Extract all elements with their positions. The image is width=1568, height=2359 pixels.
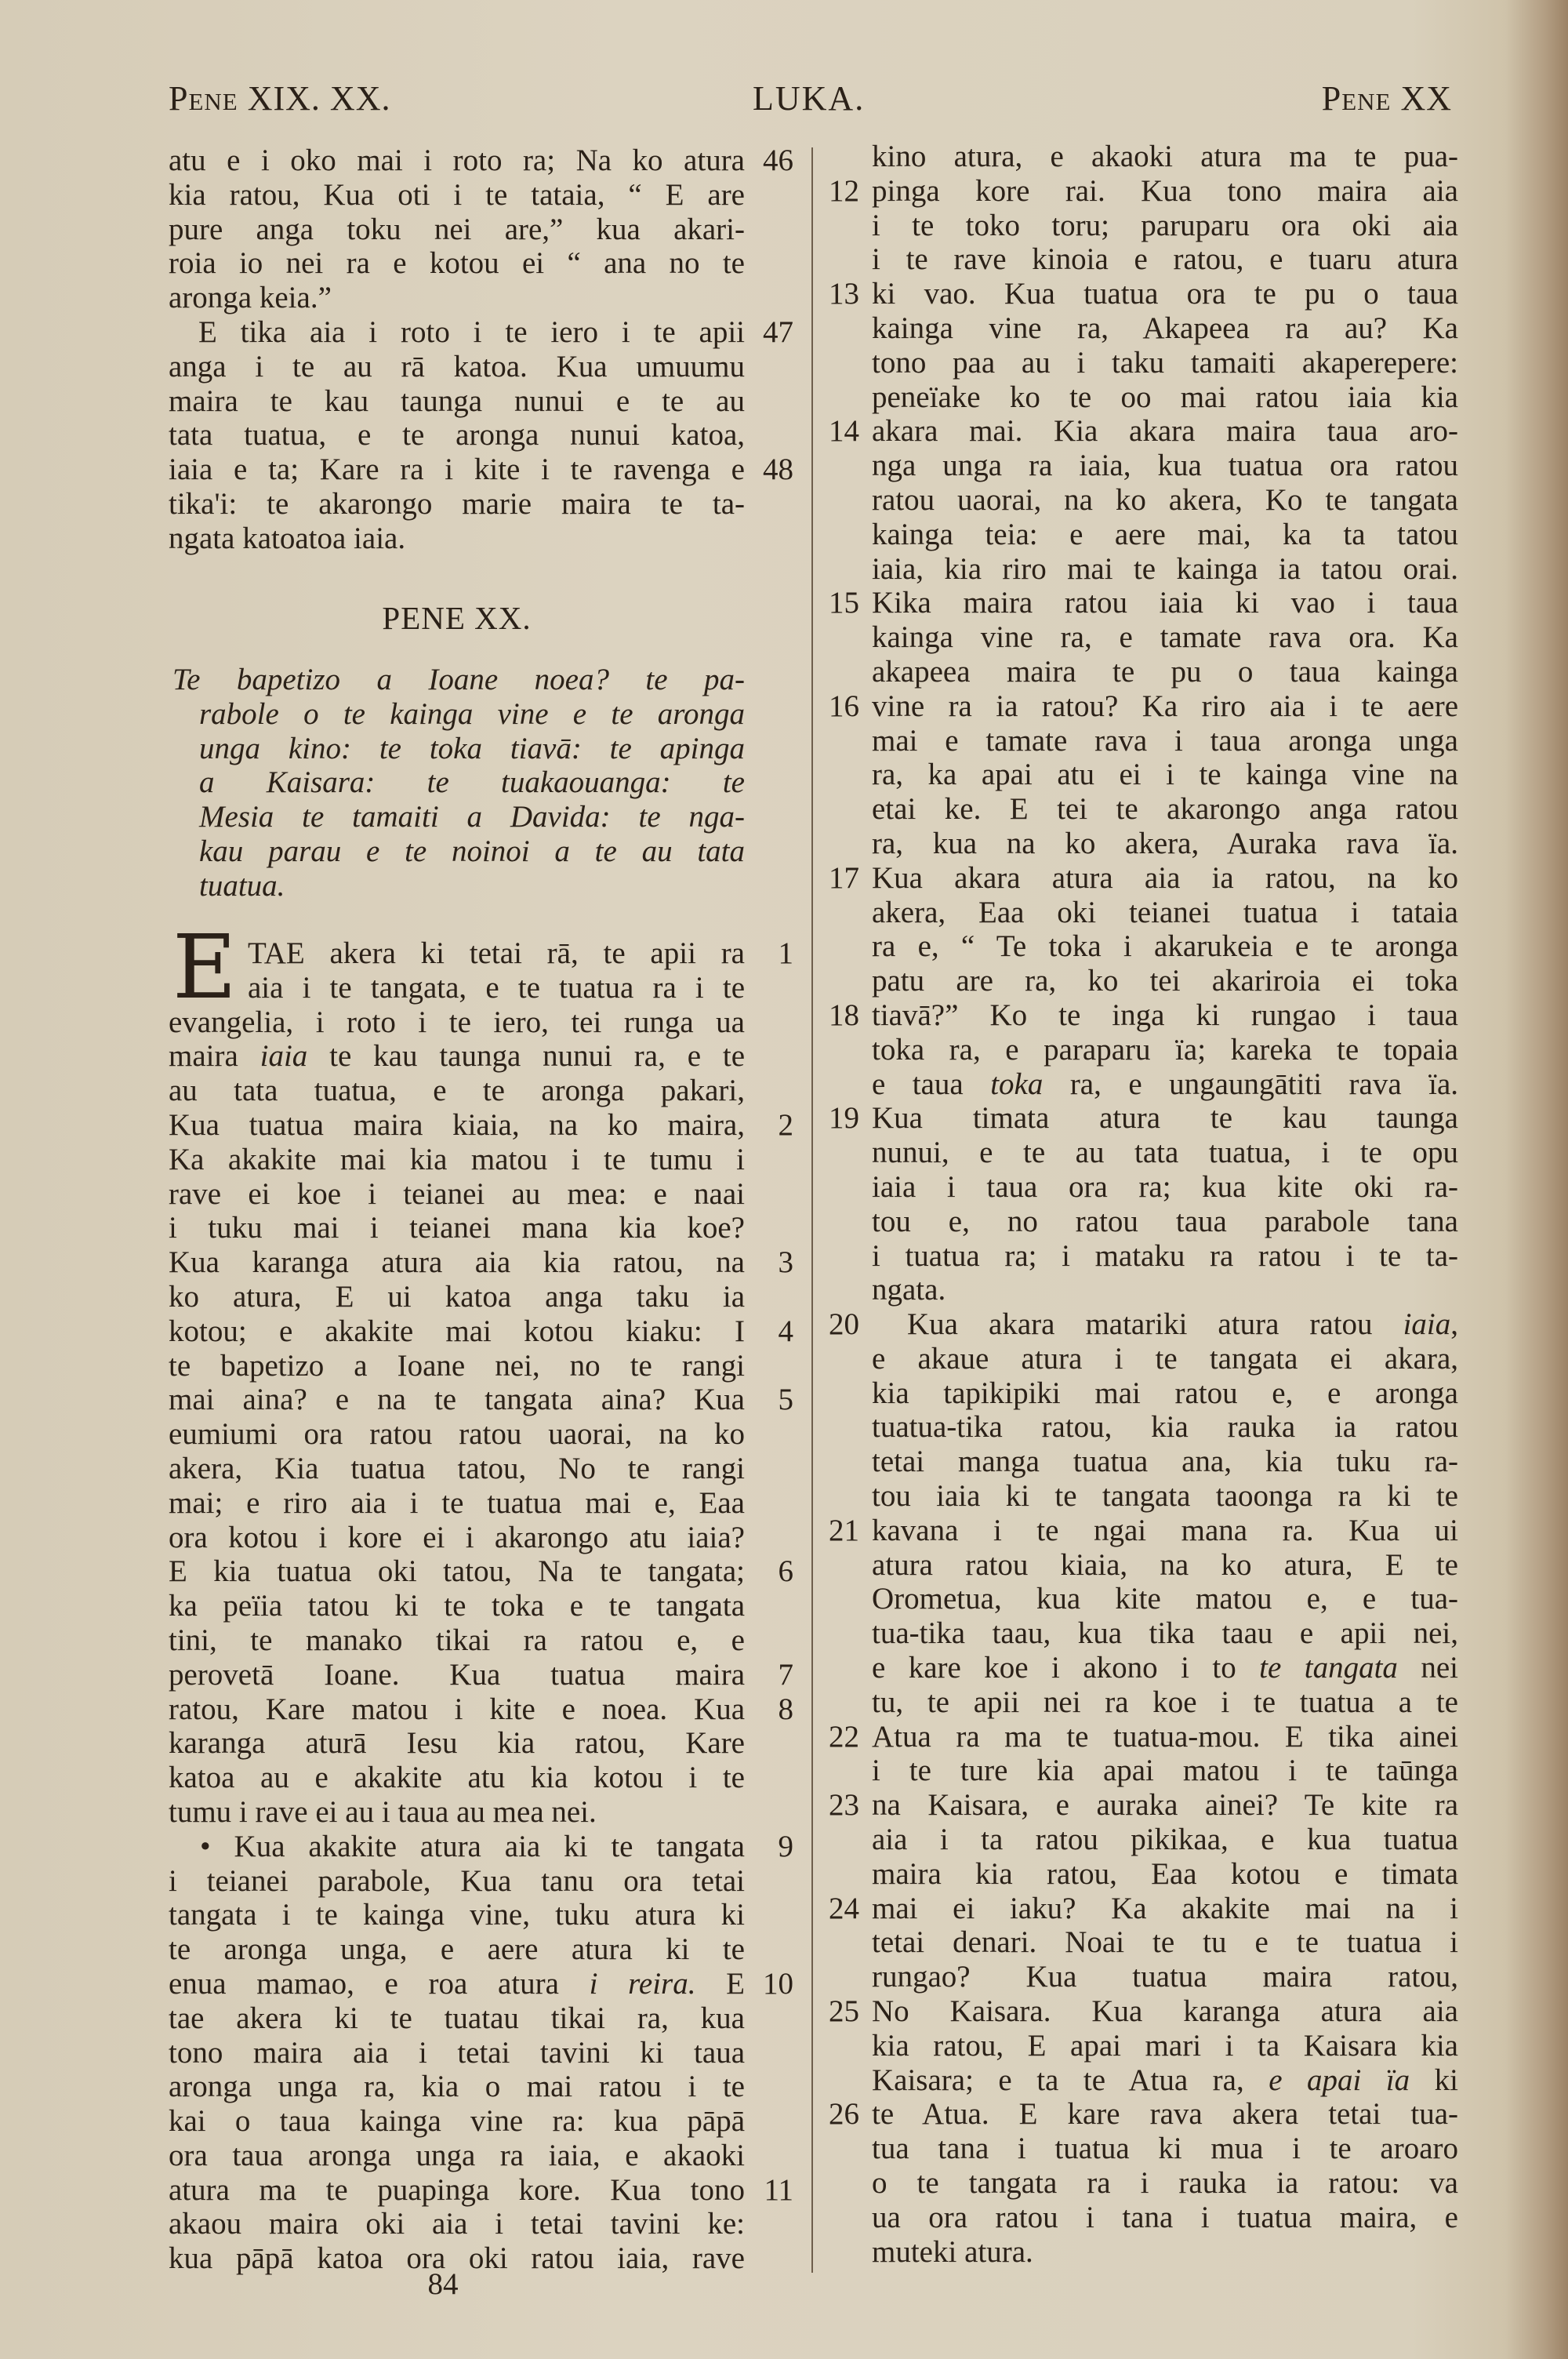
- text-segment: tini, te manako tikai ra ratou e, e: [169, 1623, 745, 1657]
- text-line: [829, 1307, 1458, 1342]
- running-header-chapters: Pene XIX. XX.: [169, 79, 391, 118]
- verse-number: 24: [829, 1891, 859, 1925]
- verse-number: 16: [829, 689, 859, 723]
- text-segment: Te bapetizo a Ioane noea? te pa-: [172, 663, 745, 696]
- text-line: [829, 1788, 1458, 1823]
- text-segment: tou iaia ki te tangata taoonga ra ki te: [872, 1479, 1458, 1514]
- text-segment: mai; e riro aia i te tuatua mai e, Eaa: [169, 1485, 745, 1520]
- text-segment: akera, Kia tuatua tatou, No te rangi: [169, 1451, 745, 1485]
- text-line: [872, 1616, 1458, 1651]
- text-segment: etai ke. E tei te akarongo anga ratou: [872, 792, 1458, 827]
- text-segment: kino atura, e akaoki atura ma te pua-: [872, 140, 1458, 173]
- italic-segment: te tangata: [1259, 1651, 1398, 1685]
- text-line: [169, 522, 745, 556]
- text-line: [872, 1445, 1458, 1479]
- text-segment: tuatua.: [199, 868, 285, 903]
- text-line: [169, 1005, 745, 1040]
- text-segment: kainga vine ra, Akapeea ra au? Ka: [872, 311, 1458, 345]
- text-segment: tetai denari. Noai te tu e te tuatua i: [872, 1925, 1458, 1960]
- text-line: [169, 1726, 745, 1761]
- text-segment: evangelia, i roto i te iero, tei runga ua: [169, 1005, 745, 1039]
- text-segment: mai ei iaku? Ka akakite mai na i: [872, 1891, 1458, 1925]
- text-segment: ,: [1450, 1307, 1458, 1342]
- text-segment: tono maira aia i tetai tavini ki taua: [169, 2035, 745, 2070]
- text-segment: kia tapikipiki mai ratou e, e aronga: [872, 1376, 1458, 1410]
- text-line: [872, 311, 1458, 346]
- text-segment: kotou; e akakite mai kotou kiaku: I: [169, 1314, 745, 1348]
- text-line: [169, 1349, 745, 1383]
- text-segment: tou e, no ratou taua parabole tana: [872, 1204, 1458, 1238]
- text-segment: nga unga ra iaia, kua tuatua ora ratou: [872, 449, 1458, 483]
- verse-number: 14: [829, 414, 859, 449]
- text-line: [872, 1960, 1458, 1994]
- text-line: [169, 1864, 745, 1899]
- text-segment: mai e tamate rava i taua aronga unga: [872, 723, 1458, 758]
- text-line: [169, 732, 745, 766]
- text-line: [872, 964, 1458, 998]
- text-segment: atura ma te puapinga kore. Kua tono: [169, 2172, 745, 2207]
- text-line: [872, 518, 1458, 552]
- text-line: [872, 1239, 1458, 1274]
- text-line: [169, 697, 745, 732]
- text-line: [169, 1417, 745, 1452]
- text-line: [872, 1685, 1458, 1720]
- text-line: [169, 1589, 745, 1623]
- text-segment: Kua tuatua maira kiaia, na ko maira,: [169, 1107, 745, 1142]
- verse-number: 17: [829, 860, 859, 895]
- verse-number: 23: [829, 1788, 859, 1823]
- text-segment: aia i ta ratou pikikaa, e kua tuatua: [872, 1823, 1458, 1857]
- text-segment: unga kino: te toka tiavā: te apinga: [199, 731, 745, 765]
- text-line: [169, 800, 745, 834]
- text-line: [169, 1039, 745, 1074]
- text-line: [872, 2132, 1458, 2166]
- verse-number: 3: [778, 1245, 793, 1280]
- text-segment: katoa au e akakite atu kia kotou i te: [169, 1761, 745, 1795]
- text-line: [169, 1107, 793, 1143]
- text-line: [169, 1383, 793, 1417]
- text-segment: atura ratou kiaia, na ko atura, E te: [872, 1547, 1458, 1582]
- text-segment: rabole o te kainga vine e te aronga: [199, 696, 745, 731]
- italic-segment: iaia: [1403, 1307, 1451, 1342]
- text-segment: te kau taunga nunui ra, e te: [307, 1039, 746, 1074]
- text-line: [169, 869, 745, 903]
- text-segment: tono paa au i taku tamaiti akaperepere:: [872, 345, 1458, 380]
- verse-number: 47: [763, 314, 793, 349]
- text-line: [169, 834, 745, 869]
- text-line: [872, 2201, 1458, 2235]
- text-line: [872, 2063, 1458, 2098]
- text-line: [169, 1692, 793, 1727]
- verse-number: 2: [778, 1107, 793, 1142]
- running-header-chapter: Pene XX: [1321, 79, 1452, 118]
- text-segment: ratou, Kare matou i kite e noea. Kua: [169, 1692, 745, 1726]
- text-segment: ora taua aronga unga ra iaia, e akaoki: [169, 2138, 745, 2172]
- text-line: [829, 1891, 1458, 1926]
- text-segment: kia ratou, Kua oti i te tataia, “ E are: [169, 177, 745, 212]
- text-segment: i te ture kia apai matou i te taūnga: [872, 1754, 1458, 1788]
- text-line: [169, 971, 745, 1005]
- text-line: [872, 1410, 1458, 1445]
- verse-number: 46: [763, 144, 793, 177]
- text-line: [169, 2070, 745, 2104]
- italic-segment: toka: [990, 1067, 1044, 1101]
- text-line: [169, 246, 745, 281]
- text-segment: ra, kua na ko akera, Auraka rava ïa.: [872, 826, 1458, 860]
- text-line: [169, 1143, 745, 1177]
- text-segment: maira te kau taunga nunui e te au: [169, 383, 745, 418]
- text-segment: ratou uaorai, na ko akera, Ko te tangata: [872, 482, 1458, 517]
- text-segment: kau parau e te noinoi a te au tata: [199, 834, 745, 868]
- chapter-19-ending: [169, 144, 793, 556]
- text-segment: iaia i taua ora ra; kua kite oki ra-: [872, 1169, 1458, 1204]
- text-segment: No Kaisara. Kua karanga atura aia: [872, 1994, 1458, 2029]
- text-line: [829, 1513, 1458, 1548]
- text-segment: Kua timata atura te kau taunga: [872, 1101, 1458, 1136]
- text-line: [872, 792, 1458, 827]
- text-line: [872, 449, 1458, 483]
- text-line: [872, 896, 1458, 930]
- text-line: [829, 1101, 1458, 1136]
- text-line: [169, 2036, 745, 2070]
- text-line: [872, 929, 1458, 964]
- text-line: [169, 663, 745, 697]
- text-segment: toka ra, e paraparu ïa; kareka te topaia: [872, 1032, 1458, 1067]
- text-segment: E: [695, 1966, 745, 2001]
- text-line: [169, 2207, 745, 2241]
- text-line: [169, 350, 745, 384]
- text-line: [169, 1486, 745, 1521]
- text-line: [872, 242, 1458, 277]
- text-segment: aia i te tangata, e te tuatua ra i te: [248, 970, 745, 1005]
- text-line: [169, 1898, 745, 1932]
- text-segment: kainga vine ra, e tamate rava ora. Ka: [872, 620, 1458, 655]
- text-line: [169, 1452, 745, 1486]
- text-segment: Kua akara matariki atura ratou: [907, 1307, 1403, 1342]
- italic-segment: iaia: [260, 1039, 308, 1074]
- text-segment: Kua karanga atura aia kia ratou, na: [169, 1245, 745, 1280]
- text-segment: Kika maira ratou iaia ki vao i taua: [872, 586, 1458, 620]
- text-line: [872, 2235, 1458, 2270]
- text-line: [169, 453, 793, 487]
- text-segment: akapeea maira te pu o taua kainga: [872, 654, 1458, 689]
- text-line: [872, 1136, 1458, 1170]
- text-line: [829, 414, 1458, 449]
- text-line: [829, 277, 1458, 311]
- verse-number: 11: [764, 2172, 793, 2207]
- text-segment: patu are ra, ko tei akariroia ei toka: [872, 964, 1458, 998]
- text-segment: pinga kore rai. Kua tono maira aia: [872, 173, 1458, 208]
- verse-number: 22: [829, 1719, 859, 1754]
- text-segment: tae akera ki te tuatau tikai ra, kua: [169, 2001, 745, 2035]
- text-segment: i teianei parabole, Kua tanu ora tetai: [169, 1863, 745, 1898]
- text-segment: e kare koe i akono i to: [872, 1651, 1260, 1685]
- text-segment: E tika aia i roto i te iero i te apii: [198, 314, 745, 349]
- text-line: [169, 1245, 793, 1280]
- verse-number: 19: [829, 1101, 859, 1136]
- text-segment: iaia, kia riro mai te kainga ia tatou orai.: [872, 551, 1458, 586]
- text-segment: atu e i oko mai i roto ra; Na ko atura: [169, 144, 745, 177]
- right-column: [829, 140, 1459, 2269]
- text-line: [872, 346, 1458, 380]
- text-segment: vine ra ia ratou? Ka riro aia i te aere: [872, 689, 1458, 723]
- verse-number: 9: [778, 1829, 793, 1863]
- text-segment: ngata katoatoa iaia.: [169, 521, 406, 555]
- text-line: [872, 2029, 1458, 2063]
- text-line: [169, 418, 745, 453]
- verse-number: 25: [829, 1994, 859, 2029]
- text-line: [872, 1582, 1458, 1616]
- text-segment: ki: [1410, 2063, 1458, 2097]
- text-line: [872, 1857, 1458, 1892]
- text-segment: kai o taua kainga vine ra: kua pāpā: [169, 2104, 745, 2139]
- text-segment: karanga aturā Iesu kia ratou, Kare: [169, 1726, 745, 1761]
- text-segment: na Kaisara, e auraka ainei? Te kite ra: [872, 1788, 1458, 1823]
- text-segment: perovetā Ioane. Kua tuatua maira: [169, 1657, 745, 1692]
- text-line: [872, 483, 1458, 518]
- text-line: [872, 724, 1458, 758]
- text-line: [872, 552, 1458, 587]
- text-segment: o te tangata ra i rauka ia ratou: va: [872, 2166, 1458, 2201]
- text-segment: E kia tuatua oki tatou, Na te tangata;: [169, 1554, 745, 1589]
- text-segment: Ka akakite mai kia matou i te tumu i: [169, 1142, 745, 1176]
- text-line: [829, 1994, 1458, 2029]
- verse-number: 48: [763, 453, 793, 487]
- verse-number: 13: [829, 277, 859, 311]
- text-segment: i tuku mai i teianei mana kia koe?: [169, 1211, 745, 1245]
- text-segment: ki vao. Kua tuatua ora te pu o taua: [872, 277, 1458, 311]
- text-line: [169, 281, 745, 315]
- text-segment: Atua ra ma te tuatua-mou. E tika ainei: [872, 1719, 1458, 1754]
- text-line: [169, 2001, 745, 2036]
- text-segment: e taua: [872, 1067, 991, 1101]
- text-line: [169, 1554, 793, 1589]
- text-line: [872, 1548, 1458, 1583]
- text-segment: tu, te apii nei ra koe i te tuatua a te: [872, 1685, 1458, 1719]
- text-segment: tumu i rave ei au i taua au mea nei.: [169, 1794, 597, 1829]
- text-segment: muteki atura.: [872, 2234, 1033, 2269]
- text-segment: i te rave kinoia e ratou, e tuaru atura: [872, 242, 1458, 277]
- text-line: [872, 1033, 1458, 1067]
- text-line: [872, 620, 1458, 655]
- text-line: [872, 1651, 1458, 1685]
- chapter-summary: [169, 663, 745, 903]
- text-segment: tua-tika taau, kua tika taau e apii nei,: [872, 1616, 1458, 1651]
- text-segment: mai aina? e na te tangata aina? Kua: [169, 1383, 745, 1417]
- text-line: [872, 380, 1458, 415]
- text-line: [169, 2172, 793, 2208]
- verse-number: 12: [829, 173, 859, 208]
- text-line: [169, 213, 745, 247]
- text-line: [169, 1761, 745, 1795]
- text-segment: ora kotou i kore ei i akarongo atu iaia?: [169, 1520, 745, 1554]
- text-line: [872, 1205, 1458, 1239]
- verse-number: 5: [778, 1383, 793, 1417]
- text-segment: Kaisara; e ta te Atua ra,: [872, 2063, 1269, 2097]
- text-segment: Kua akara atura aia ia ratou, na ko: [872, 860, 1458, 895]
- text-segment: enua mamao, e roa atura: [169, 1966, 590, 2001]
- text-line: [872, 758, 1458, 792]
- text-line: [872, 827, 1458, 861]
- text-line: [169, 1657, 793, 1692]
- text-line: [872, 1754, 1458, 1788]
- chapter-heading: PENE XX.: [382, 600, 532, 636]
- italic-segment: e apai ïa: [1269, 2063, 1410, 2097]
- text-line: [872, 1823, 1458, 1857]
- text-line: [169, 144, 793, 178]
- text-segment: tetai manga tuatua ana, kia tuku ra-: [872, 1445, 1458, 1479]
- text-segment: ra, ka apai atu ei i te kainga vine na: [872, 758, 1458, 792]
- text-segment: eumiumi ora ratou ratou uaorai, na ko: [169, 1417, 745, 1452]
- text-segment: akara mai. Kia akara maira taua aro-: [872, 414, 1458, 449]
- text-segment: rungao? Kua tuatua maira ratou,: [872, 1960, 1458, 1994]
- text-line: [872, 655, 1458, 689]
- text-line: [169, 765, 745, 800]
- text-line: [169, 1829, 793, 1864]
- text-segment: roia io nei ra e kotou ei “ ana no te: [169, 246, 745, 281]
- text-line: [829, 2097, 1458, 2132]
- text-segment: au tata tuatua, e te aronga pakari,: [169, 1074, 745, 1108]
- text-line: [169, 1177, 745, 1212]
- text-segment: e akaue atura i te tangata ei akara,: [872, 1341, 1458, 1376]
- text-segment: ngata.: [872, 1273, 946, 1307]
- verse-number: 20: [829, 1307, 859, 1342]
- italic-segment: i reira.: [589, 1966, 696, 2001]
- text-segment: Orometua, kua kite matou e, e tua-: [872, 1582, 1458, 1616]
- text-line: [169, 2139, 745, 2173]
- text-segment: te bapetizo a Ioane nei, no te rangi: [169, 1348, 745, 1383]
- text-line: [872, 1067, 1458, 1102]
- text-segment: akera, Eaa oki teianei tuatua i tataia: [872, 895, 1458, 929]
- text-segment: pure anga toku nei are,” kua akari-: [169, 212, 745, 246]
- text-line: [872, 209, 1458, 243]
- text-segment: nei: [1397, 1651, 1458, 1685]
- text-segment: akaou maira oki aia i tetai tavini ke:: [169, 2207, 745, 2241]
- verse-number: 10: [763, 1966, 793, 2001]
- verse-number: 4: [778, 1314, 793, 1348]
- text-segment: rave ei koe i teianei au mea: e naai: [169, 1176, 745, 1211]
- text-line: [872, 2166, 1458, 2201]
- text-segment: te aronga unga, e aere atura ki te: [169, 1932, 745, 1967]
- text-line: [829, 860, 1458, 896]
- text-segment: nunui, e te au tata tuatua, i te opu: [872, 1136, 1458, 1170]
- text-line: [169, 487, 745, 522]
- verse-number: 15: [829, 586, 859, 620]
- page-number: 84: [427, 2267, 459, 2301]
- text-segment: iaia e ta; Kare ra i kite i te ravenga e: [169, 453, 745, 487]
- verse-number: 7: [778, 1657, 793, 1692]
- verse-number: 21: [829, 1513, 859, 1547]
- text-segment: maira: [169, 1039, 260, 1074]
- text-segment: ra, e ungaungātiti rava ïa.: [1043, 1067, 1459, 1101]
- verse-number: 8: [778, 1692, 793, 1726]
- text-segment: tiavā?” Ko te inga ki rungao i taua: [872, 998, 1458, 1032]
- text-line: [169, 936, 793, 971]
- chapter-20-text: [169, 936, 793, 2276]
- text-segment: tuatua-tika ratou, kia rauka ia ratou: [872, 1410, 1458, 1445]
- text-segment: te Atua. E kare rava akera tetai tua-: [872, 2097, 1458, 2132]
- drop-cap: E: [172, 917, 237, 1019]
- text-line: [169, 384, 745, 419]
- text-line: [829, 586, 1458, 620]
- text-line: [169, 314, 793, 350]
- text-segment: peneïake ko te oo mai ratou iaia kia: [872, 380, 1458, 414]
- text-line: [169, 1623, 745, 1658]
- text-segment: maira kia ratou, Eaa kotou e timata: [872, 1856, 1458, 1891]
- text-line: [169, 1211, 745, 1245]
- text-segment: i te toko toru; paruparu ora oki aia: [872, 208, 1458, 242]
- text-line: [872, 1342, 1458, 1376]
- text-line: [169, 1314, 793, 1349]
- text-segment: kavana i te ngai mana ra. Kua ui: [872, 1513, 1458, 1547]
- text-line: [872, 1925, 1458, 1960]
- text-segment: a Kaisara: te tuakaouanga: te: [199, 765, 745, 800]
- text-segment: tata tuatua, e te aronga nunui katoa,: [169, 418, 745, 453]
- verse-number: 6: [778, 1554, 793, 1589]
- text-segment: tangata i te kainga vine, tuku atura ki: [169, 1898, 745, 1932]
- text-line: [169, 178, 745, 213]
- verse-number: 18: [829, 998, 859, 1032]
- text-segment: aronga unga ra, kia o mai ratou i te: [169, 2070, 745, 2104]
- text-line: [872, 140, 1458, 174]
- text-line: [829, 689, 1458, 724]
- text-segment: kua pāpā katoa ora oki ratou iaia, rave: [169, 2241, 745, 2276]
- text-line: [169, 2104, 745, 2139]
- text-segment: ua ora ratou i tana i tuatua maira, e: [872, 2200, 1458, 2234]
- text-segment: Mesia te tamaiti a Davida: te nga-: [199, 800, 745, 834]
- text-segment: tua tana i tuatua ki mua i te aroaro: [872, 2132, 1458, 2166]
- text-segment: i tuatua ra; i mataku ra ratou i te ta-: [872, 1238, 1458, 1273]
- text-line: [829, 173, 1458, 209]
- text-line: [872, 1376, 1458, 1411]
- column-divider: [811, 147, 813, 2273]
- text-line: [169, 1966, 793, 2001]
- text-line: [872, 1273, 1458, 1307]
- text-line: [169, 1795, 745, 1830]
- text-line: [169, 1074, 745, 1108]
- text-segment: ko atura, E ui katoa anga taku ia: [169, 1279, 745, 1314]
- text-line: [169, 1521, 745, 1555]
- text-segment: ka peïia tatou ki te toka e te tangata: [169, 1589, 745, 1623]
- text-segment: aronga keia.”: [169, 281, 332, 315]
- text-segment: TAE akera ki tetai rā, te apii ra: [248, 936, 745, 970]
- text-line: [169, 1280, 745, 1314]
- text-line: [872, 1479, 1458, 1514]
- running-header-book: LUKA.: [753, 79, 866, 118]
- text-line: [829, 998, 1458, 1033]
- text-segment: • Kua akakite atura aia ki te tangata: [200, 1829, 745, 1863]
- text-line: [829, 1719, 1458, 1754]
- verse-number: 26: [829, 2097, 859, 2132]
- text-segment: anga i te au rā katoa. Kua umuumu: [169, 349, 745, 383]
- text-line: [872, 1170, 1458, 1205]
- text-segment: ra e, “ Te toka i akarukeia e te aronga: [872, 929, 1458, 964]
- text-line: [169, 1932, 745, 1967]
- verse-number: 1: [778, 936, 793, 970]
- text-segment: kainga teia: e aere mai, ka ta tatou: [872, 517, 1458, 551]
- text-segment: kia ratou, E apai mari i ta Kaisara kia: [872, 2028, 1458, 2063]
- text-segment: tika'i: te akarongo marie maira te ta-: [169, 486, 745, 521]
